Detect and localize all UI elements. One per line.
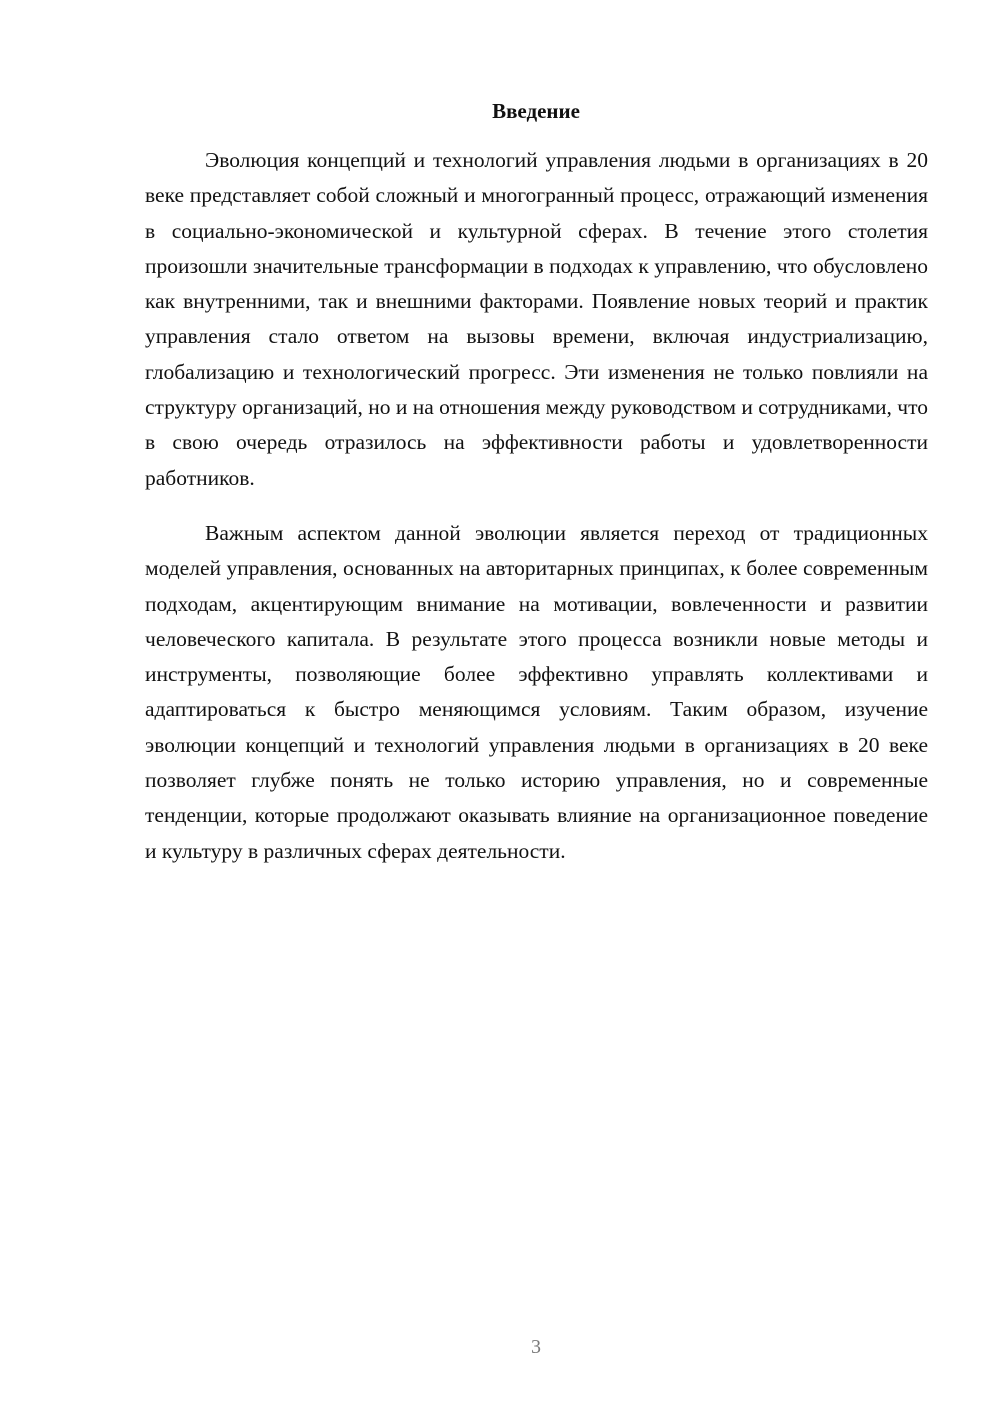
paragraph-1: Эволюция концепций и технологий управления людьми в организациях в 20 веке представляет собой сложный и многогранный процесс, отражающий изменения в социально-экономической и культурной сферах. В течение этого столетия произошли значительные трансформации в подходах к управлению, что обусловлено как внутренними, так и внешними факторами. Появление новых теорий и практик управления стало ответом на вызовы времени, включая индустриализацию, глобализацию и технологический прогресс. Эти изменения не только повлияли на структуру организаций, но и на отношения между руководством и сотрудниками, что в свою очередь отразилось на эффективности работы и удовлетворенности работников. <box>145 148 928 490</box>
paragraph-2: Важным аспектом данной эволюции является переход от традиционных моделей управления, основанных на авторитарных принципах, к более современным подходам, акцентирующим внимание на мотивации, вовлеченности и развитии человеческого капитала. В результате этого процесса возникли новые методы и инструменты, позволяющие более эффективно управлять коллективами и адаптироваться к быстро меняющимся условиям. Таким образом, изучение эволюции концепций и технологий управления людьми в организациях в 20 веке позволяет глубже понять не только историю управления, но и современные тенденции, которые продолжают оказывать влияние на организационное поведение и культуру в различных сферах деятельности. <box>145 520 928 863</box>
section-title: Введение <box>492 99 580 123</box>
page-number: 3 <box>531 1336 541 1358</box>
body-text <box>145 143 928 869</box>
